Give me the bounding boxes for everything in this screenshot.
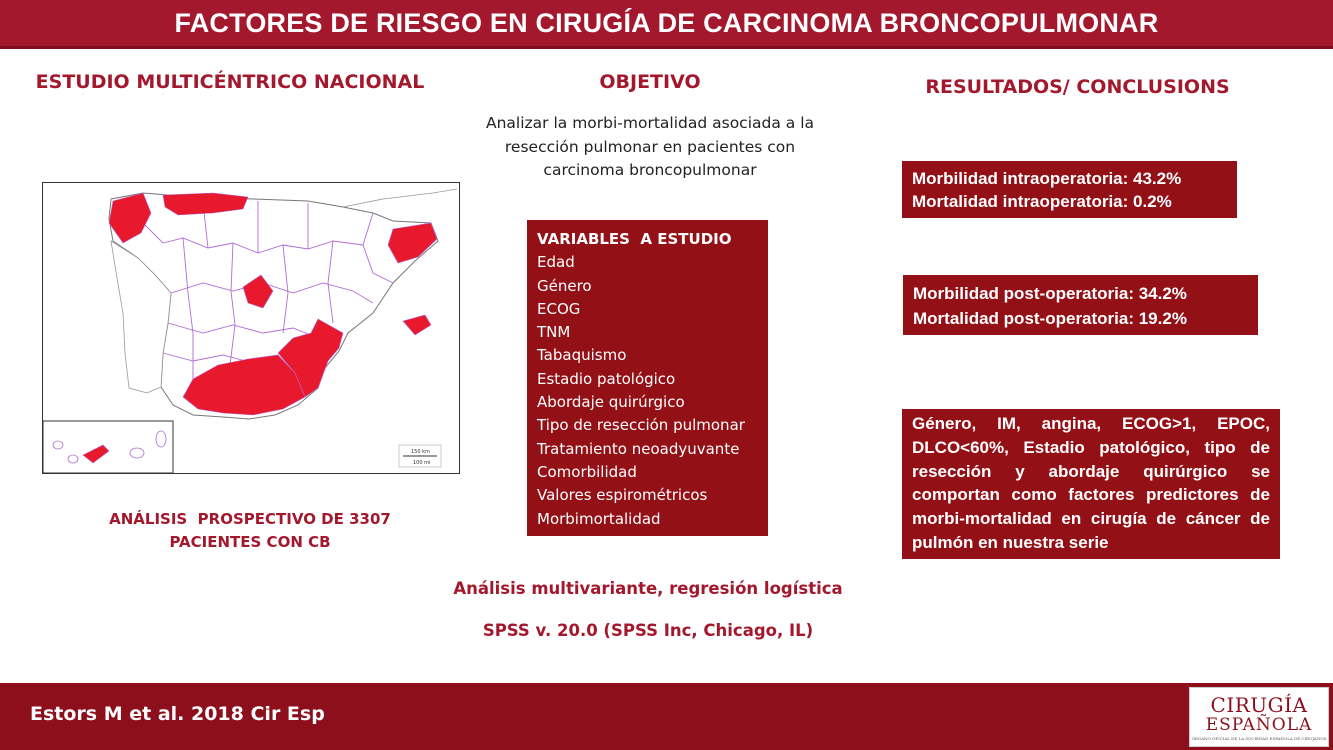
spain-map-graphic [43, 183, 459, 473]
method-text: Análisis multivariante, regresión logística [453, 579, 843, 598]
analysis-line-2: PACIENTES CON CB [169, 533, 331, 551]
middle-column-title: OBJETIVO [599, 71, 701, 93]
map-scale-km: 150 km [411, 449, 430, 455]
variable-item: Tabaquismo [537, 346, 627, 365]
software-text: SPSS v. 20.0 (SPSS Inc, Chicago, IL) [482, 621, 814, 640]
logo-line-2: ESPAÑOLA [1205, 715, 1313, 735]
variable-item: Estadio patológico [537, 369, 676, 388]
variable-item: Abordaje quirúrgico [537, 393, 685, 412]
objective-text [470, 112, 830, 183]
spain-map [42, 182, 460, 474]
objective-line: Analizar la morbi-mortalidad asociada a la [485, 114, 815, 132]
journal-logo [1189, 687, 1329, 747]
variable-item: Comorbilidad [537, 462, 637, 481]
page-title: FACTORES DE RIESGO EN CIRUGÍA DE CARCINOMA BRONCOPULMONAR [174, 7, 1159, 38]
map-scale-mi: 100 mi [413, 460, 431, 466]
variables-box [527, 220, 768, 536]
intraop-results-box [902, 161, 1237, 218]
citation: Estors M et al. 2018 Cir Esp [30, 703, 325, 725]
variable-item: Morbimortalidad [537, 509, 661, 528]
postop-results-box [903, 275, 1258, 335]
variable-item: Tratamiento neoadyuvante [537, 439, 740, 458]
variable-item: Edad [537, 253, 575, 272]
analysis-summary [70, 508, 430, 554]
variable-item: Tipo de resección pulmonar [537, 416, 745, 435]
postop-morbidity: Morbilidad post-operatoria: 34.2% [913, 284, 1187, 303]
logo-line-3: ÓRGANO OFICIAL DE LA SOCIEDAD ESPAÑOLA DE CIRUJANOS [1191, 736, 1327, 741]
variable-item: Género [537, 276, 592, 295]
footer-bar [0, 683, 1333, 750]
variable-item: TNM [537, 323, 571, 342]
right-column-title: RESULTADOS/ CONCLUSIONS [925, 76, 1230, 98]
variable-item: Valores espirométricos [537, 486, 708, 505]
variable-item: ECOG [537, 299, 581, 318]
header-bar [0, 0, 1333, 49]
intraop-morbidity: Morbilidad intraoperatoria: 43.2% [912, 169, 1182, 188]
left-column-title: ESTUDIO MULTICÉNTRICO NACIONAL [35, 71, 425, 93]
region-baleares [403, 315, 431, 335]
analysis-line-1: ANÁLISIS PROSPECTIVO DE 3307 [109, 510, 391, 528]
postop-mortality: Mortalidad post-operatoria: 19.2% [913, 309, 1187, 328]
logo-line-1: CIRUGÍA [1210, 693, 1308, 717]
conclusion-box: Género, IM, angina, ECOG>1, EPOC, DLCO<60%, Estadio patológico, tipo de resección y abordaje quirúrgico se comportan como factores predictores de morbi-mortalidad en cirugía de cáncer de pulmón en nuestra serie [902, 409, 1280, 559]
objective-line: carcinoma broncopulmonar [543, 161, 757, 179]
intraop-mortality: Mortalidad intraoperatoria: 0.2% [912, 192, 1172, 211]
objective-line: resección pulmonar en pacientes con [504, 137, 796, 156]
variables-title: VARIABLES A ESTUDIO [537, 230, 732, 248]
region-cataluna [388, 223, 437, 263]
